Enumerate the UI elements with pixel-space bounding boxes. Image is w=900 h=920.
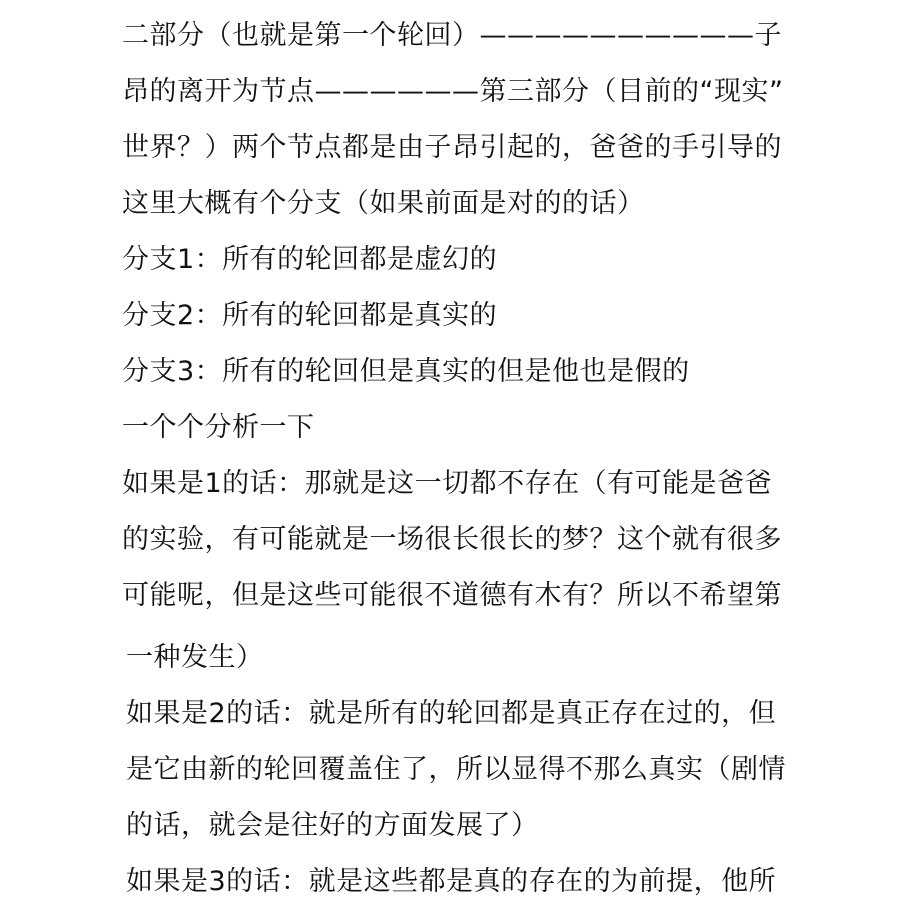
note-line-12: 一种发生） — [126, 642, 264, 673]
note-line-1: 二部分（也就是第一个轮回）——————————子 — [122, 20, 782, 51]
note-line-13: 如果是2的话：就是所有的轮回都是真正存在过的，但 — [126, 698, 777, 729]
note-line-10: 的实验，有可能就是一场很长很长的梦？这个就有很多 — [122, 524, 782, 555]
note-line-2: 昂的离开为节点——————第三部分（目前的“现实” — [122, 76, 784, 107]
note-line-4: 这里大概有个分支（如果前面是对的的话） — [122, 188, 645, 219]
note-line-11: 可能呢，但是这些可能很不道德有木有？所以不希望第 — [122, 580, 782, 611]
note-line-15: 的话，就会是往好的方面发展了） — [126, 810, 539, 841]
note-line-8: 一个个分析一下 — [122, 412, 315, 443]
note-line-7: 分支3：所有的轮回但是真实的但是他也是假的 — [122, 356, 690, 387]
note-line-14: 是它由新的轮回覆盖住了，所以显得不那么真实（剧情 — [126, 754, 786, 785]
note-line-3: 世界？）两个节点都是由子昂引起的，爸爸的手引导的 — [122, 132, 782, 163]
note-line-6: 分支2：所有的轮回都是真实的 — [122, 300, 498, 331]
note-line-16: 如果是3的话：就是这些都是真的存在的为前提，他所 — [126, 866, 777, 897]
note-body — [122, 8, 882, 910]
note-line-5: 分支1：所有的轮回都是虚幻的 — [122, 244, 498, 275]
note-line-9: 如果是1的话：那就是这一切都不存在（有可能是爸爸 — [122, 468, 773, 499]
